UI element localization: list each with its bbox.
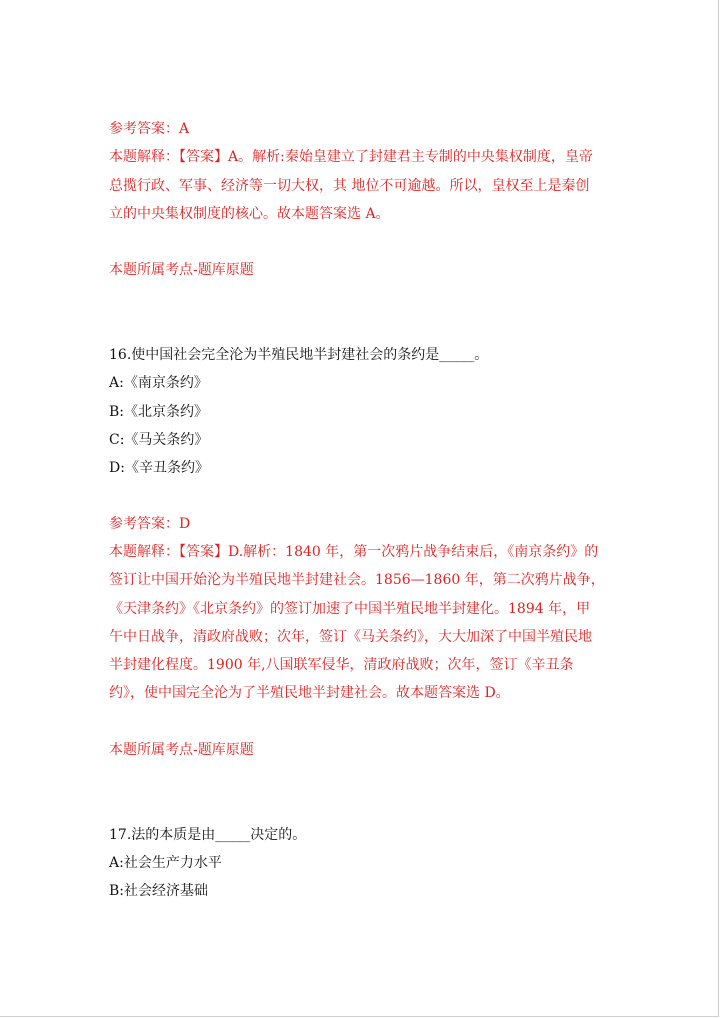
question-stem: 16.使中国社会完全沦为半殖民地半封建社会的条约是_____。 <box>109 347 489 363</box>
explanation-line: 本题解释：【答案】A。解析:秦始皇建立了封建君主专制的中央集权制度，皇帝 <box>109 149 593 165</box>
option-a: A:《南京条约》 <box>109 375 208 391</box>
question-stem: 17.法的本质是由_____决定的。 <box>109 827 307 843</box>
explanation-line: 半封建化程度。1900 年,八国联军侵华，清政府战败；次年，签订《辛丑条 <box>109 657 574 673</box>
option-b: B:社会经济基础 <box>109 883 209 899</box>
option-c: C:《马关条约》 <box>109 432 209 448</box>
explanation-line: 约》，使中国完全沦为了半殖民地半封建社会。故本题答案选 D。 <box>109 685 510 701</box>
option-a: A:社会生产力水平 <box>109 855 222 871</box>
option-d: D:《辛丑条约》 <box>109 460 209 476</box>
explanation-line: 签订让中国开始沦为半殖民地半封建社会。1856—1860 年，第二次鸦片战争， <box>109 572 605 588</box>
answer-line: 参考答案：D <box>109 516 191 532</box>
explanation-line: 午中日战争，清政府战败；次年，签订《马关条约》，大大加深了中国半殖民地 <box>109 629 592 645</box>
explanation-line: 立的中央集权制度的核心。故本题答案选 A。 <box>109 206 390 222</box>
explanation-line: 本题解释：【答案】D.解析：1840 年，第一次鸦片战争结束后，《南京条约》的 <box>109 544 599 560</box>
answer-line: 参考答案：A <box>109 121 190 137</box>
source-line: 本题所属考点-题库原题 <box>109 262 254 278</box>
explanation-line: 总揽行政、军事、经济等一切大权，其 地位不可逾越。所以，皇权至上是秦创 <box>109 178 590 194</box>
explanation-line: 《天津条约》《北京条约》的签订加速了中国半殖民地半封建化。1894 年，甲 <box>109 601 591 617</box>
option-b: B:《北京条约》 <box>109 404 209 420</box>
source-line: 本题所属考点-题库原题 <box>109 742 254 758</box>
